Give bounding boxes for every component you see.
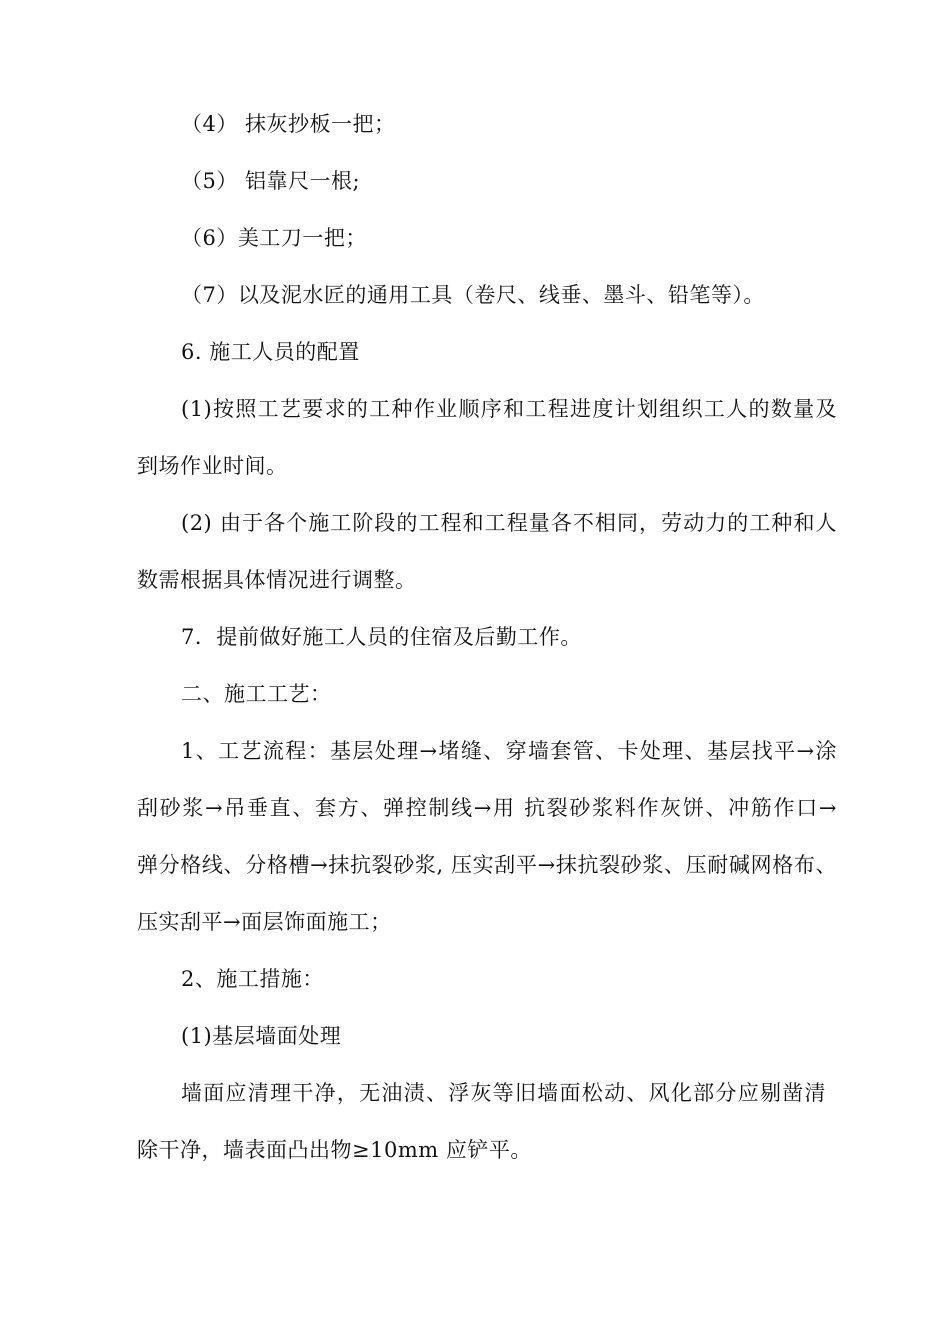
paragraph-line: 除干净，墙表面凸出物≥10mm 应铲平。: [137, 1138, 532, 1162]
paragraph-line: 弹分格线、分格槽→抹抗裂砂浆, 压实刮平→抹抗裂砂浆、压耐碱网格布、: [137, 853, 837, 877]
paragraph-line: 数需根据具体情况进行调整。: [137, 568, 417, 592]
paragraph-line: 1、工艺流程：基层处理→堵缝、穿墙套管、卡处理、基层找平→涂: [181, 739, 837, 763]
paragraph-line: 刮砂浆→吊垂直、套方、弹控制线→用 抗裂砂浆料作灰饼、冲筋作口→: [137, 796, 837, 820]
subsection-heading: 2、施工措施：: [181, 967, 324, 991]
text-line-tool-7: （7）以及泥水匠的通用工具（卷尺、线垂、墨斗、铅笔等）。: [181, 283, 765, 307]
paragraph-line: 墙面应清理干净，无油渍、浮灰等旧墙面松动、风化部分应剔凿清: [181, 1081, 826, 1105]
paragraph-line: (2) 由于各个施工阶段的工程和工程量各不相同，劳动力的工种和人: [181, 511, 837, 535]
text-line-tool-4: （4） 抹灰抄板一把；: [181, 112, 396, 136]
section-heading-2: 二、施工工艺：: [181, 682, 332, 706]
subsection-heading: (1)基层墙面处理: [181, 1024, 342, 1048]
section-heading-7: 7．提前做好施工人员的住宿及后勤工作。: [181, 625, 582, 649]
paragraph-line: 压实刮平→面层饰面施工；: [137, 910, 392, 934]
paragraph-line: 到场作业时间。: [137, 454, 288, 478]
paragraph-line: (1)按照工艺要求的工种作业顺序和工程进度计划组织工人的数量及: [181, 397, 837, 421]
text-line-tool-6: （6）美工刀一把；: [181, 226, 367, 250]
section-heading-6: 6. 施工人员的配置: [181, 340, 360, 364]
text-line-tool-5: （5） 铝靠尺一根;: [181, 169, 361, 193]
